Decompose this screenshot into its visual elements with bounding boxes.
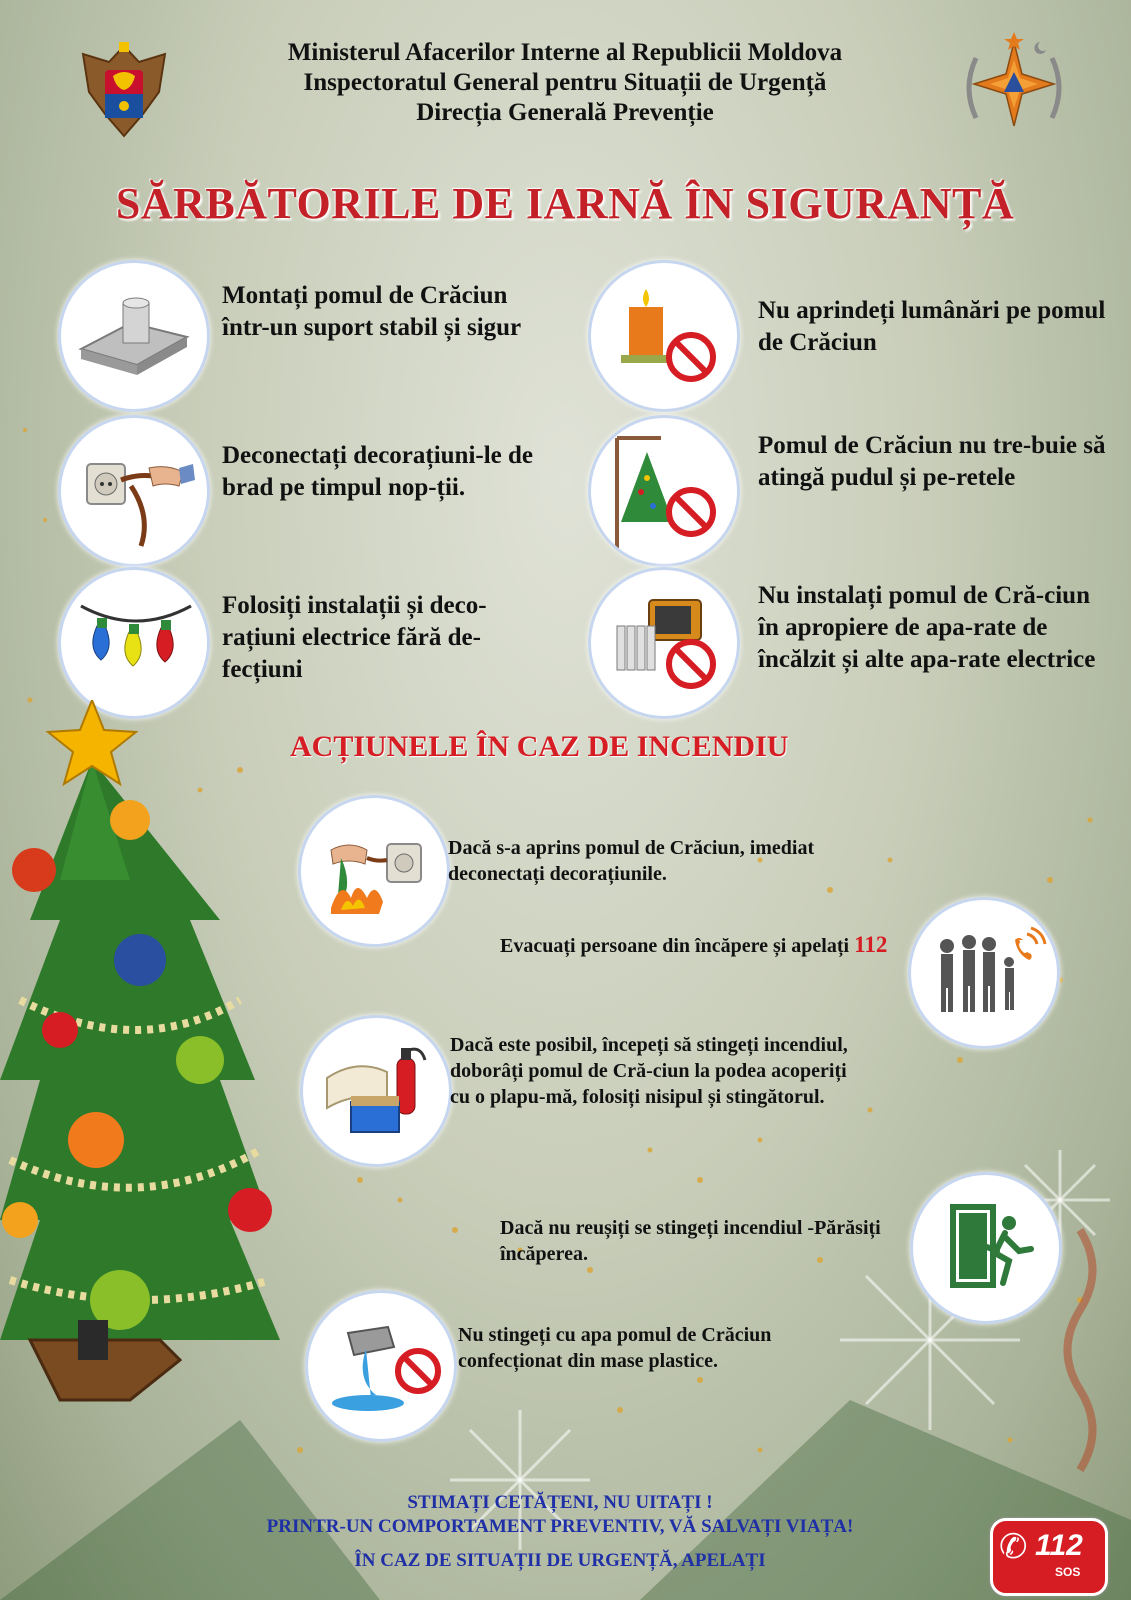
inspectorate-name: Inspectoratul General pentru Situații de Urgență xyxy=(303,69,827,96)
directorate-name: Direcția Generală Prevenție xyxy=(416,99,714,126)
tip-text: Nu aprindeți lumânări pe pomul de Crăciun xyxy=(758,297,1106,356)
extinguish-tools-icon xyxy=(303,1018,449,1164)
badge-sos: SOS xyxy=(1055,1565,1081,1579)
tip-text: Folosiți instalații și deco-rațiuni electrice fără de-fecțiuni xyxy=(222,592,487,683)
tip-text: Nu instalați pomul de Cră-ciun în apropiere de apa-rate de încălzit și alte apa-rate electrice xyxy=(758,582,1096,673)
unplug-icon xyxy=(61,418,207,564)
tree-stand-icon xyxy=(61,263,207,409)
action-text: Evacuați persoane din încăpere și apelați xyxy=(500,935,855,957)
emergency-number: 112 xyxy=(854,932,888,957)
action-text: Dacă nu reușiți se stingeți incendiul -Părăsiți încăperea. xyxy=(500,1217,881,1265)
christmas-tree-icon xyxy=(0,700,300,1460)
tip-text: Pomul de Crăciun nu tre-buie să atingă pudul și pe-retele xyxy=(758,432,1106,491)
action-icon-water xyxy=(305,1290,457,1442)
action-icon-burning-plug xyxy=(298,795,450,947)
water-prohibited-icon xyxy=(308,1293,454,1439)
heater-tv-prohibited-icon xyxy=(591,570,737,716)
tree-wall-prohibited-icon xyxy=(591,418,737,564)
moldova-coat-of-arms-icon xyxy=(75,40,173,144)
action-icon-extinguish xyxy=(300,1015,452,1167)
candle-prohibited-icon xyxy=(591,263,737,409)
page-title: SĂRBĂTORILE DE IARNĂ ÎN SIGURANȚĂ xyxy=(115,179,1015,228)
badge-number: 112 xyxy=(1035,1529,1083,1562)
action-text-with-number xyxy=(500,932,900,959)
tip-icon-unplug xyxy=(58,415,210,567)
action-text: Dacă este posibil, începeți să stingeți incendiul, doborâți pomul de Cră-ciun la podea acoperiți cu o plapu-mă, folosiți nisipul și stingătorul. xyxy=(450,1034,848,1108)
igsu-emblem-icon xyxy=(958,28,1070,140)
ministry-name: Ministerul Afacerilor Interne al Republicii Moldova xyxy=(287,39,843,66)
tip-icon-tree-wall xyxy=(588,415,740,567)
exit-sign-icon xyxy=(913,1175,1059,1321)
phone-icon: ✆ xyxy=(999,1527,1028,1567)
tip-icon-heater-tv xyxy=(588,567,740,719)
header xyxy=(200,38,930,128)
tip-icon-candle xyxy=(588,260,740,412)
action-text: Nu stingeți cu apa pomul de Crăciun confecționat din mase plastice. xyxy=(458,1324,772,1372)
emergency-112-badge xyxy=(990,1518,1108,1596)
christmas-lights-icon xyxy=(61,570,207,716)
tip-icon-tree-stand xyxy=(58,260,210,412)
action-icon-exit xyxy=(910,1172,1062,1324)
action-icon-evacuation xyxy=(908,897,1060,1049)
tip-text: Deconectați decorațiuni-le de brad pe timpul nop-ții. xyxy=(222,442,534,501)
action-text: Dacă s-a aprins pomul de Crăciun, imediat deconectați decorațiunile. xyxy=(448,837,815,885)
footer-line-2: PRINTR-UN COMPORTAMENT PREVENTIV, VĂ SALVAȚI VIAȚA! xyxy=(266,1516,854,1537)
tip-icon-lights xyxy=(58,567,210,719)
fire-section-title: ACȚIUNELE ÎN CAZ DE INCENDIU xyxy=(290,730,789,763)
burning-plug-icon xyxy=(301,798,447,944)
tip-text: Montați pomul de Crăciun într-un suport stabil și sigur xyxy=(222,282,522,341)
footer-line-1: STIMAȚI CETĂȚENI, NU UITAȚI ! xyxy=(407,1492,713,1513)
footer-line-3: ÎN CAZ DE SITUAȚII DE URGENȚĂ, APELAȚI xyxy=(354,1550,766,1571)
evacuation-call-icon xyxy=(911,900,1057,1046)
